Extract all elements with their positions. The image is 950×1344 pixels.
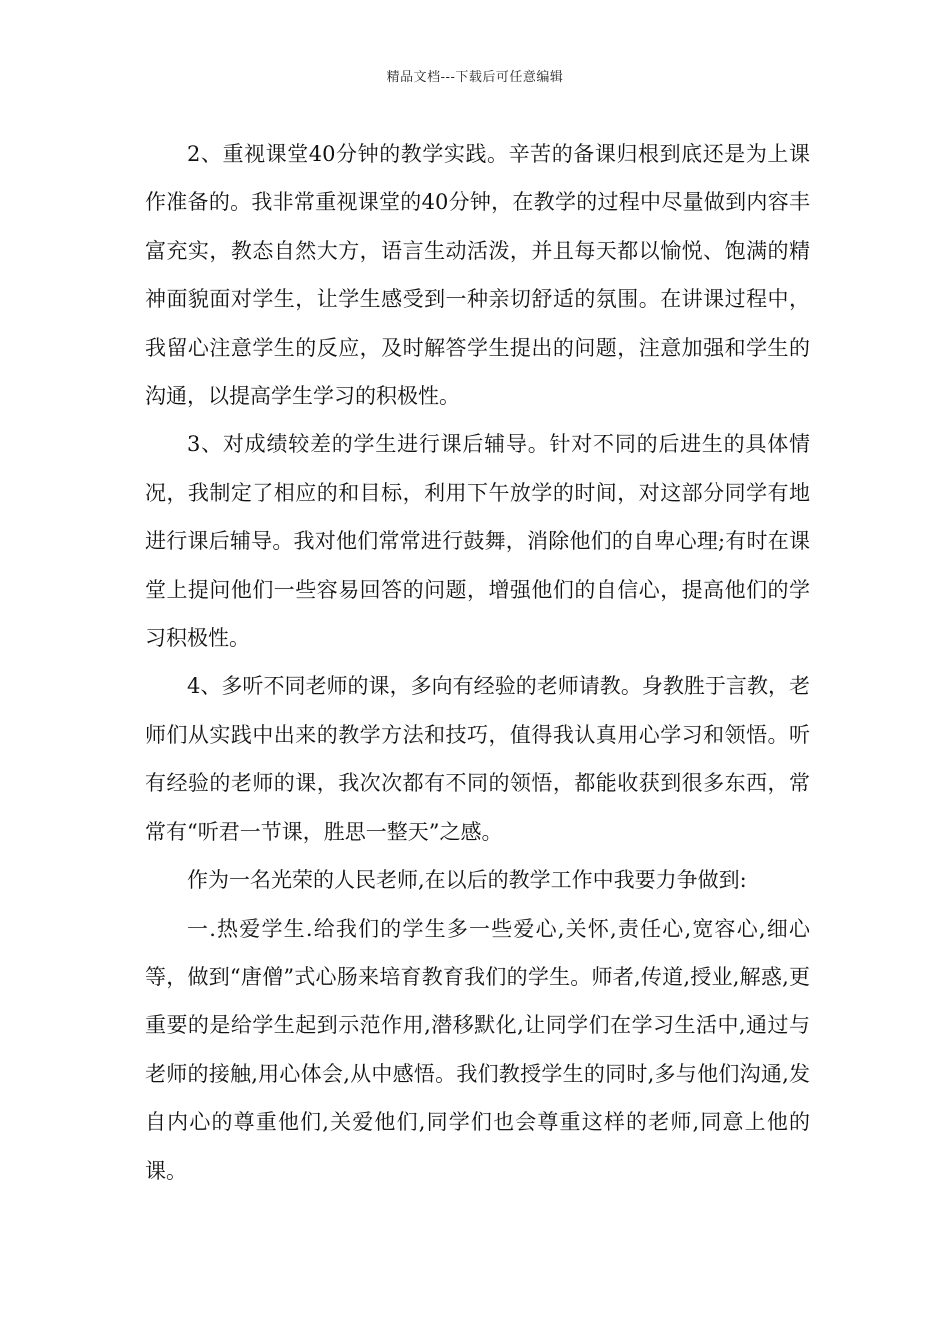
paragraph-goals-intro: 作为一名光荣的人民老师,在以后的教学工作中我要力争做到: xyxy=(187,868,747,893)
paragraph-classroom-practice: 2、重视课堂40分钟的教学实践。辛苦的备课归根到底还是为上课作准备的。我非常重视课堂的40分钟，在教学的过程中尽量做到内容丰富充实，教态自然大方，语言生动活泼，并且每天都以愉悦、饱满的精神面貌面对学生，让学生感受到一种亲切舒适的氛围。在讲课过程中，我留心注意学生的反应，及时解答学生提出的问题，注意加强和学生的沟通，以提高学生学习的积极性。 xyxy=(145,142,810,409)
document-body xyxy=(145,130,810,1195)
paragraph-love-students: 一.热爱学生.给我们的学生多一些爱心,关怀,责任心,宽容心,细心等，做到“唐僧”式心肠来培育教育我们的学生。师者,传道,授业,解惑,更重要的是给学生起到示范作用,潜移默化,让同学们在学习生活中,通过与老师的接触,用心体会,从中感悟。我们教授学生的同时,多与他们沟通,发自内心的尊重他们,关爱他们,同学们也会尊重这样的老师,同意上他的课。 xyxy=(145,916,810,1183)
page-header: 精品文档---下载后可任意编辑 xyxy=(386,70,564,85)
paragraph-tutoring: 3、对成绩较差的学生进行课后辅导。针对不同的后进生的具体情况，我制定了相应的和目标，利用下午放学的时间，对这部分同学有地进行课后辅导。我对他们常常进行鼓舞，消除他们的自卑心理;有时在课堂上提问他们一些容易回答的问题，增强他们的自信心，提高他们的学习积极性。 xyxy=(145,432,810,651)
paragraph-peer-learning: 4、多听不同老师的课，多向有经验的老师请教。身教胜于言教，老师们从实践中出来的教学方法和技巧，值得我认真用心学习和领悟。听有经验的老师的课，我次次都有不同的领悟，都能收获到很多东西，常常有“听君一节课，胜思一整天”之感。 xyxy=(145,674,810,844)
